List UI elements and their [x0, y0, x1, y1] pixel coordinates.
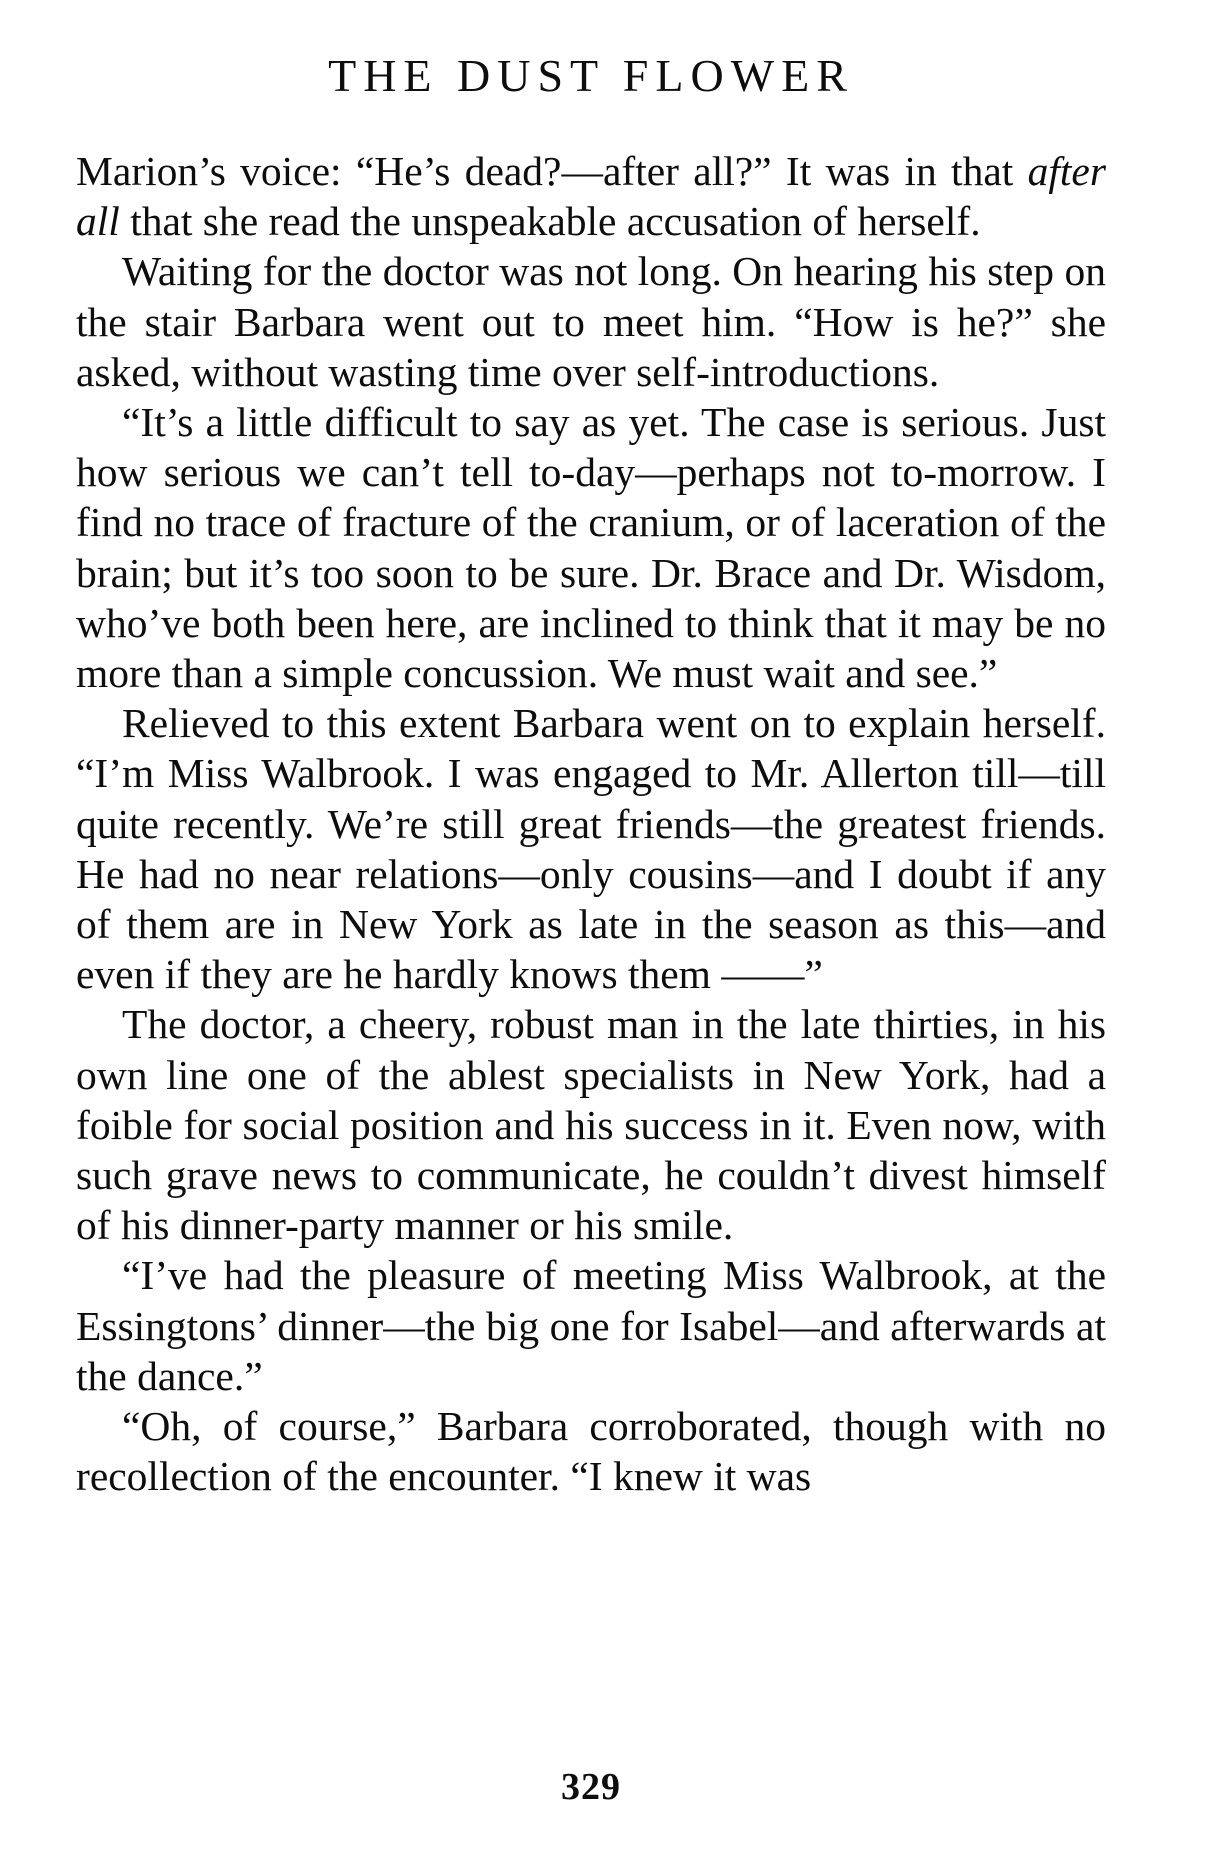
- running-head: THE DUST FLOWER: [328, 50, 854, 101]
- text-run: “I’ve had the pleasure of meeting Miss Walbrook, at the Essingtons’ dinner—the big one for Isabel—and afterwards at the dance.”: [76, 1252, 1106, 1399]
- paragraph-p4: [76, 698, 1106, 999]
- page-number: 329: [561, 1766, 621, 1808]
- paragraph-p2: [76, 246, 1106, 397]
- text-run: “It’s a little difficult to say as yet. The case is serious. Just how serious we can’t tell to-day—perhaps not to-morrow. I find no trace of fracture of the cranium, or of laceration of the brain; but it’s too soon to be sure. Dr. Brace and Dr. Wisdom, who’ve both been here, are inclined to think that it may be no more than a simple concussion. We must wait and see.”: [76, 399, 1106, 697]
- book-page: [76, 40, 1106, 1830]
- text-run: that she read the unspeakable accusation of herself.: [119, 198, 981, 245]
- body-text: [76, 146, 1106, 1501]
- text-run: Relieved to this extent Barbara went on to explain herself. “I’m Miss Walbrook. I was engaged to Mr. Allerton till—till quite recently. We’re still great friends—the greatest friends. He had no near relations—only cousins—and I doubt if any of them are in New York as late in the season as this—and even if they are he hardly knows them ——”: [76, 700, 1106, 998]
- text-run: Marion’s voice: “He’s dead?—after all?” It was in that: [76, 148, 1028, 194]
- paragraph-p3: [76, 397, 1106, 698]
- paragraph-p6: [76, 1250, 1106, 1401]
- paragraph-p1: [76, 146, 1106, 246]
- text-run: “Oh, of course,” Barbara corroborated, though with no recollection of the encounter. “I knew it was: [76, 1403, 1106, 1500]
- paragraph-p7: [76, 1401, 1106, 1501]
- italic-text: after all: [76, 148, 1106, 245]
- paragraph-p5: [76, 999, 1106, 1250]
- text-run: The doctor, a cheery, robust man in the late thirties, in his own line one of the ablest specialists in New York, had a foible for social position and his success in it. Even now, with such grave news to communicate, he couldn’t divest himself of his dinner-party manner or his smile.: [76, 1001, 1106, 1249]
- text-run: Waiting for the doctor was not long. On hearing his step on the stair Barbara went out to meet him. “How is he?” she asked, without wasting time over self-introductions.: [76, 248, 1106, 395]
